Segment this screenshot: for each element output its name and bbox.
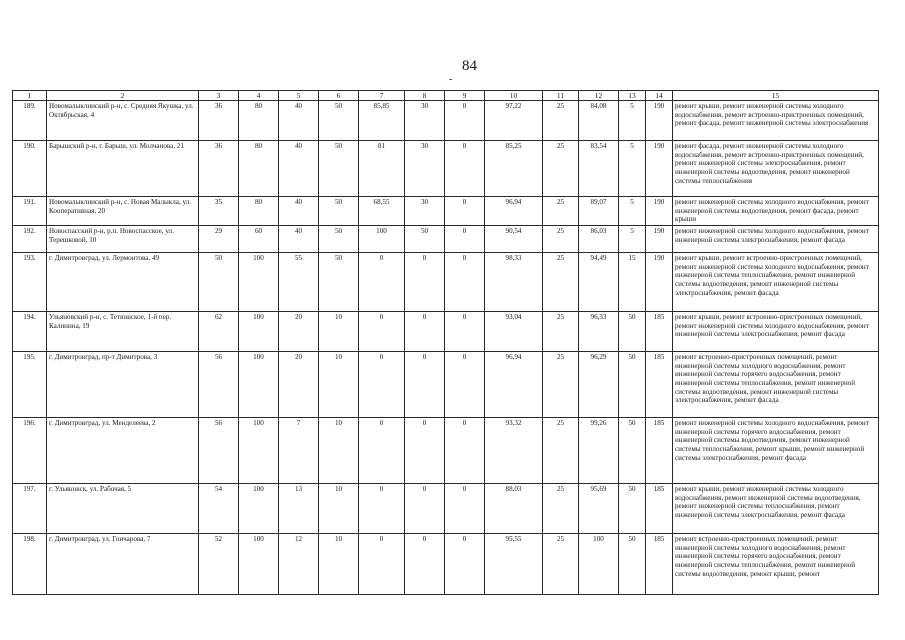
value-cell: 98,33 bbox=[485, 253, 543, 312]
address-cell: г. Димитровград, ул. Менделеева, 2 bbox=[47, 418, 199, 484]
value-cell: 0 bbox=[445, 141, 485, 197]
value-cell: 96,33 bbox=[579, 312, 619, 352]
column-header: 14 bbox=[646, 91, 673, 101]
table-row bbox=[13, 101, 879, 141]
value-cell: 95,55 bbox=[485, 534, 543, 595]
value-cell: 83,54 bbox=[579, 141, 619, 197]
value-cell: 10 bbox=[319, 312, 359, 352]
column-header: 15 bbox=[673, 91, 879, 101]
value-cell: 7 bbox=[279, 418, 319, 484]
value-cell: 29 bbox=[199, 226, 239, 253]
value-cell: 80 bbox=[239, 101, 279, 141]
column-header: 3 bbox=[199, 91, 239, 101]
table-row bbox=[13, 197, 879, 226]
value-cell: 0 bbox=[405, 312, 445, 352]
value-cell: 85,25 bbox=[485, 141, 543, 197]
value-cell: 25 bbox=[543, 534, 579, 595]
value-cell: 80 bbox=[239, 197, 279, 226]
value-cell: 5 bbox=[619, 141, 646, 197]
value-cell: 52 bbox=[199, 534, 239, 595]
column-header: 12 bbox=[579, 91, 619, 101]
works-cell: ремонт инженерной системы холодного водоснабжения, ремонт инженерной системы горячего водоснабжения, ремонт инженерной системы водоотведения, ремонт инженерной системы теплоснабжения, ремонт крыши, ремонт инженерной системы электроснабжения, ремонт фасада bbox=[673, 418, 879, 484]
column-header: 5 bbox=[279, 91, 319, 101]
table-row bbox=[13, 253, 879, 312]
value-cell: 90,54 bbox=[485, 226, 543, 253]
address-cell: г. Димитровград, ул. Гончарова, 7 bbox=[47, 534, 199, 595]
address-cell: Новоспасский р-н, р.п. Новоспасское, ул. Терешковой, 10 bbox=[47, 226, 199, 253]
value-cell: 99,26 bbox=[579, 418, 619, 484]
value-cell: 10 bbox=[319, 352, 359, 418]
value-cell: 185 bbox=[646, 534, 673, 595]
page-mark: - bbox=[449, 74, 453, 85]
value-cell: 50 bbox=[619, 484, 646, 534]
value-cell: 5 bbox=[619, 197, 646, 226]
column-header: 13 bbox=[619, 91, 646, 101]
value-cell: 100 bbox=[239, 253, 279, 312]
value-cell: 100 bbox=[359, 226, 405, 253]
value-cell: 0 bbox=[359, 253, 405, 312]
column-header: 8 bbox=[405, 91, 445, 101]
value-cell: 100 bbox=[239, 312, 279, 352]
value-cell: 25 bbox=[543, 312, 579, 352]
value-cell: 56 bbox=[199, 352, 239, 418]
table-row bbox=[13, 312, 879, 352]
row-number-cell: 196. bbox=[13, 418, 47, 484]
value-cell: 190 bbox=[646, 101, 673, 141]
value-cell: 185 bbox=[646, 484, 673, 534]
value-cell: 0 bbox=[445, 197, 485, 226]
value-cell: 50 bbox=[319, 226, 359, 253]
value-cell: 88,03 bbox=[485, 484, 543, 534]
value-cell: 40 bbox=[279, 226, 319, 253]
works-cell: ремонт инженерной системы холодного водоснабжения, ремонт инженерной системы водоотведения, ремонт фасада, ремонт крыши bbox=[673, 197, 879, 226]
works-cell: ремонт встроенно-пристроенных помещений, ремонт инженерной системы холодного водоснабжения, ремонт инженерной системы горячего водоснабжения, ремонт инженерной системы теплоснабжения, ремонт инженерной системы водоотведения, ремонт инженерной системы электроснабжения, ремонт фасада bbox=[673, 352, 879, 418]
row-number-cell: 194. bbox=[13, 312, 47, 352]
works-cell: ремонт встроенно-пристроенных помещений, ремонт инженерной системы холодного водоснабжения, ремонт инженерной системы горячего водоснабжения, ремонт инженерной системы теплоснабжения, ремонт инженерной системы водоотведения, ремонт крыши, ремонт bbox=[673, 534, 879, 595]
works-cell: ремонт крыши, ремонт встроенно-пристроенных помещений, ремонт инженерной системы холодного водоснабжения, ремонт инженерной системы электроснабжения, ремонт фасада bbox=[673, 312, 879, 352]
value-cell: 25 bbox=[543, 484, 579, 534]
value-cell: 10 bbox=[319, 534, 359, 595]
table-row bbox=[13, 352, 879, 418]
value-cell: 50 bbox=[405, 226, 445, 253]
table-row bbox=[13, 418, 879, 484]
value-cell: 30 bbox=[405, 101, 445, 141]
value-cell: 0 bbox=[445, 534, 485, 595]
works-cell: ремонт инженерной системы холодного водоснабжения, ремонт инженерной системы электроснабжения, ремонт фасада bbox=[673, 226, 879, 253]
value-cell: 36 bbox=[199, 141, 239, 197]
value-cell: 84,08 bbox=[579, 101, 619, 141]
value-cell: 0 bbox=[445, 352, 485, 418]
value-cell: 15 bbox=[619, 253, 646, 312]
value-cell: 25 bbox=[543, 253, 579, 312]
value-cell: 30 bbox=[405, 197, 445, 226]
value-cell: 190 bbox=[646, 253, 673, 312]
value-cell: 50 bbox=[619, 352, 646, 418]
value-cell: 93,32 bbox=[485, 418, 543, 484]
value-cell: 25 bbox=[543, 418, 579, 484]
value-cell: 0 bbox=[405, 352, 445, 418]
column-header: 10 bbox=[485, 91, 543, 101]
value-cell: 20 bbox=[279, 312, 319, 352]
value-cell: 100 bbox=[239, 484, 279, 534]
address-cell: г. Ульяновск, ул. Рабочая, 5 bbox=[47, 484, 199, 534]
value-cell: 0 bbox=[405, 484, 445, 534]
row-number-cell: 195. bbox=[13, 352, 47, 418]
value-cell: 36 bbox=[199, 101, 239, 141]
value-cell: 10 bbox=[319, 484, 359, 534]
works-cell: ремонт крыши, ремонт инженерной системы холодного водоснабжения, ремонт инженерной системы водоотведения, ремонт инженерной системы теплоснабжения, ремонт инженерной системы электроснабжения, ремонт фасада bbox=[673, 484, 879, 534]
table-row bbox=[13, 534, 879, 595]
row-number-cell: 189. bbox=[13, 101, 47, 141]
value-cell: 50 bbox=[619, 312, 646, 352]
value-cell: 25 bbox=[543, 352, 579, 418]
table-row bbox=[13, 226, 879, 253]
value-cell: 5 bbox=[619, 101, 646, 141]
value-cell: 13 bbox=[279, 484, 319, 534]
value-cell: 0 bbox=[359, 418, 405, 484]
value-cell: 190 bbox=[646, 141, 673, 197]
row-number-cell: 198. bbox=[13, 534, 47, 595]
value-cell: 50 bbox=[319, 141, 359, 197]
value-cell: 54 bbox=[199, 484, 239, 534]
value-cell: 0 bbox=[445, 312, 485, 352]
table-row bbox=[13, 484, 879, 534]
value-cell: 185 bbox=[646, 312, 673, 352]
value-cell: 0 bbox=[445, 253, 485, 312]
value-cell: 96,94 bbox=[485, 352, 543, 418]
value-cell: 93,04 bbox=[485, 312, 543, 352]
table-row bbox=[13, 141, 879, 197]
value-cell: 35 bbox=[199, 197, 239, 226]
value-cell: 81 bbox=[359, 141, 405, 197]
value-cell: 50 bbox=[619, 418, 646, 484]
value-cell: 12 bbox=[279, 534, 319, 595]
row-number-cell: 190. bbox=[13, 141, 47, 197]
value-cell: 0 bbox=[405, 418, 445, 484]
data-table bbox=[12, 90, 879, 595]
value-cell: 190 bbox=[646, 197, 673, 226]
value-cell: 60 bbox=[239, 226, 279, 253]
value-cell: 25 bbox=[543, 226, 579, 253]
value-cell: 96,29 bbox=[579, 352, 619, 418]
row-number-cell: 191. bbox=[13, 197, 47, 226]
value-cell: 80 bbox=[239, 141, 279, 197]
row-number-cell: 193. bbox=[13, 253, 47, 312]
address-cell: Новомалыклинский р-н, с. Средняя Якушка, ул. Октябрьская, 4 bbox=[47, 101, 199, 141]
value-cell: 86,03 bbox=[579, 226, 619, 253]
column-header: 9 bbox=[445, 91, 485, 101]
value-cell: 40 bbox=[279, 197, 319, 226]
value-cell: 0 bbox=[359, 534, 405, 595]
page-number: 84 bbox=[462, 58, 477, 74]
address-cell: г. Димитровград, ул. Лермонтова, 49 bbox=[47, 253, 199, 312]
value-cell: 185 bbox=[646, 352, 673, 418]
value-cell: 40 bbox=[279, 141, 319, 197]
address-cell: г. Димитровград, пр-т Димитрова, 3 bbox=[47, 352, 199, 418]
value-cell: 94,49 bbox=[579, 253, 619, 312]
value-cell: 95,69 bbox=[579, 484, 619, 534]
value-cell: 96,94 bbox=[485, 197, 543, 226]
value-cell: 0 bbox=[445, 101, 485, 141]
value-cell: 190 bbox=[646, 226, 673, 253]
value-cell: 25 bbox=[543, 101, 579, 141]
value-cell: 5 bbox=[619, 226, 646, 253]
row-number-cell: 197. bbox=[13, 484, 47, 534]
value-cell: 185 bbox=[646, 418, 673, 484]
value-cell: 100 bbox=[239, 418, 279, 484]
value-cell: 50 bbox=[319, 253, 359, 312]
value-cell: 89,07 bbox=[579, 197, 619, 226]
value-cell: 100 bbox=[239, 534, 279, 595]
value-cell: 55 bbox=[279, 253, 319, 312]
value-cell: 100 bbox=[239, 352, 279, 418]
value-cell: 85,85 bbox=[359, 101, 405, 141]
value-cell: 0 bbox=[359, 352, 405, 418]
value-cell: 50 bbox=[319, 197, 359, 226]
value-cell: 25 bbox=[543, 197, 579, 226]
value-cell: 50 bbox=[319, 101, 359, 141]
value-cell: 62 bbox=[199, 312, 239, 352]
column-header: 4 bbox=[239, 91, 279, 101]
value-cell: 68,55 bbox=[359, 197, 405, 226]
column-header: 11 bbox=[543, 91, 579, 101]
works-cell: ремонт фасада, ремонт инженерной системы холодного водоснабжения, ремонт встроенно-пристроенных помещений, ремонт инженерной системы электроснабжения, ремонт инженерной системы водоотведения, ремонт инженерной системы теплоснабжения bbox=[673, 141, 879, 197]
value-cell: 0 bbox=[445, 418, 485, 484]
column-header: 7 bbox=[359, 91, 405, 101]
value-cell: 50 bbox=[619, 534, 646, 595]
column-header: 1 bbox=[13, 91, 47, 101]
column-header: 6 bbox=[319, 91, 359, 101]
value-cell: 97,22 bbox=[485, 101, 543, 141]
address-cell: Барышский р-н, г. Барыш, ул. Молчанова, 21 bbox=[47, 141, 199, 197]
value-cell: 0 bbox=[405, 534, 445, 595]
value-cell: 0 bbox=[359, 484, 405, 534]
value-cell: 0 bbox=[445, 484, 485, 534]
value-cell: 40 bbox=[279, 101, 319, 141]
value-cell: 10 bbox=[319, 418, 359, 484]
value-cell: 0 bbox=[359, 312, 405, 352]
value-cell: 0 bbox=[445, 226, 485, 253]
row-number-cell: 192. bbox=[13, 226, 47, 253]
address-cell: Ульяновский р-н, с. Тетюшское, 1-й пер. Калинина, 19 bbox=[47, 312, 199, 352]
value-cell: 56 bbox=[199, 418, 239, 484]
column-header: 2 bbox=[47, 91, 199, 101]
works-cell: ремонт крыши, ремонт инженерной системы холодного водоснабжения, ремонт встроенно-пристроенных помещений, ремонт фасада, ремонт инженерной системы электроснабжения bbox=[673, 101, 879, 141]
column-header-row bbox=[13, 91, 879, 101]
value-cell: 100 bbox=[579, 534, 619, 595]
value-cell: 25 bbox=[543, 141, 579, 197]
value-cell: 50 bbox=[199, 253, 239, 312]
value-cell: 20 bbox=[279, 352, 319, 418]
address-cell: Новомалыклинский р-н, с. Новая Малыкла, ул. Кооперативная, 20 bbox=[47, 197, 199, 226]
value-cell: 30 bbox=[405, 141, 445, 197]
value-cell: 0 bbox=[405, 253, 445, 312]
works-cell: ремонт крыши, ремонт встроенно-пристроенных помещений, ремонт инженерной системы холодного водоснабжения, ремонт инженерной системы теплоснабжения, ремонт инженерной системы водоотведения, ремонт инженерной системы электроснабжения, ремонт фасада bbox=[673, 253, 879, 312]
